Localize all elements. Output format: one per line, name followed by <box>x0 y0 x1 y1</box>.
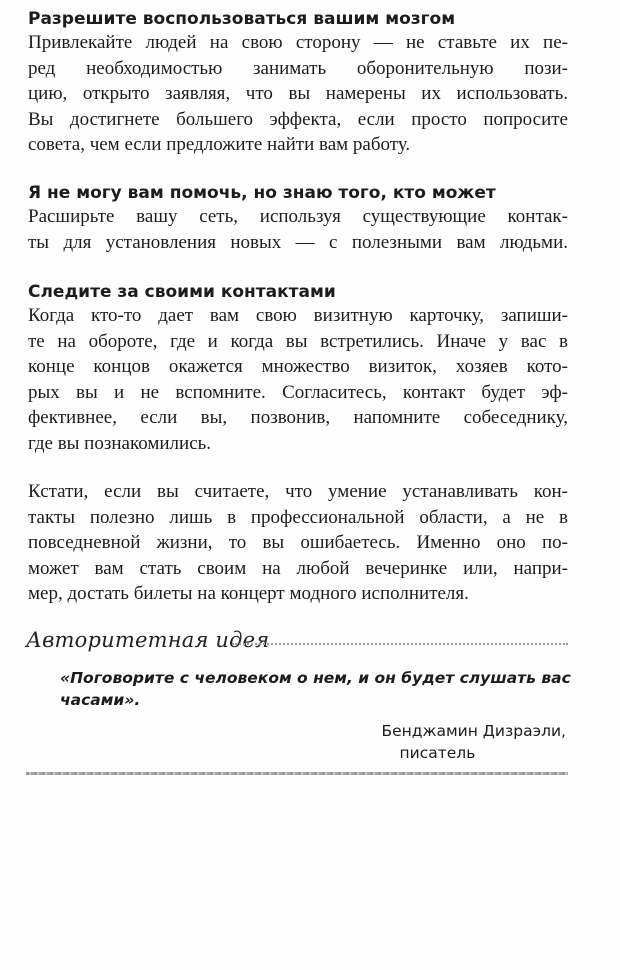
section-closing-paragraph <box>28 479 568 607</box>
idea-label: Авторитетная идея <box>26 628 270 652</box>
section-heading: Я не могу вам помочь, но знаю того, кто может <box>28 183 496 203</box>
paragraph-line: Кстати, если вы считаете, что умение устанавливать кон- <box>28 481 568 502</box>
section-paragraph <box>28 30 568 158</box>
section-paragraph <box>28 479 568 607</box>
paragraph-line: цию, открыто заявляя, что вы намерены их использовать. <box>28 83 568 104</box>
paragraph-line: Вы достигнете большего эффекта, если просто попросите <box>28 108 568 130</box>
idea-divider-bottom <box>26 772 568 775</box>
paragraph-line: такты полезно лишь в профессиональной области, а не в <box>28 506 568 528</box>
section-paragraph <box>28 204 568 255</box>
idea-quote <box>60 667 571 711</box>
section-heading: Разрешите воспользоваться вашим мозгом <box>28 9 456 29</box>
quote-attribution <box>382 720 567 764</box>
quote-line: «Поговорите с человеком о нем, и он будет слушать вас <box>60 669 571 687</box>
section-know-who-can <box>28 182 568 255</box>
author-role: писатель <box>399 744 476 762</box>
section-paragraph <box>28 303 568 456</box>
paragraph-line: Расширьте вашу сеть, используя существующие контак- <box>28 206 568 227</box>
paragraph-line: совета, чем если предложите найти вам работу. <box>28 134 411 155</box>
paragraph-line: те на обороте, где и когда вы встретились. Иначе у вас в <box>28 330 568 352</box>
paragraph-line: мер, достать билеты на концерт модного исполнителя. <box>28 583 469 604</box>
paragraph-line: ты для установления новых — с полезными вам людьми. <box>28 231 568 253</box>
paragraph-line: конце концов окажется множество визиток, хозяев кото- <box>28 356 568 377</box>
section-use-your-brain <box>28 8 568 158</box>
section-heading: Следите за своими контактами <box>28 282 336 302</box>
paragraph-line: может вам стать своим на любой вечеринке или, напри- <box>28 557 568 579</box>
paragraph-line: фективнее, если вы, позвонив, напомните собеседнику, <box>28 407 568 428</box>
paragraph-line: Когда кто-то дает вам свою визитную карточку, запиши- <box>28 305 568 326</box>
paragraph-line: ред необходимостью занимать оборонительную пози- <box>28 57 568 79</box>
quote-line: часами». <box>60 691 141 709</box>
section-track-contacts <box>28 281 568 456</box>
paragraph-line: где вы познакомились. <box>28 432 212 454</box>
paragraph-line: повседневной жизни, то вы ошибаетесь. Именно оно по- <box>28 532 568 553</box>
paragraph-line: рых вы и не вспомните. Согласитесь, контакт будет эф- <box>28 381 568 403</box>
idea-divider-top <box>232 643 568 645</box>
paragraph-line: Привлекайте людей на свою сторону — не ставьте их пе- <box>28 32 568 53</box>
author-name: Бенджамин Дизраэли, <box>381 722 566 740</box>
